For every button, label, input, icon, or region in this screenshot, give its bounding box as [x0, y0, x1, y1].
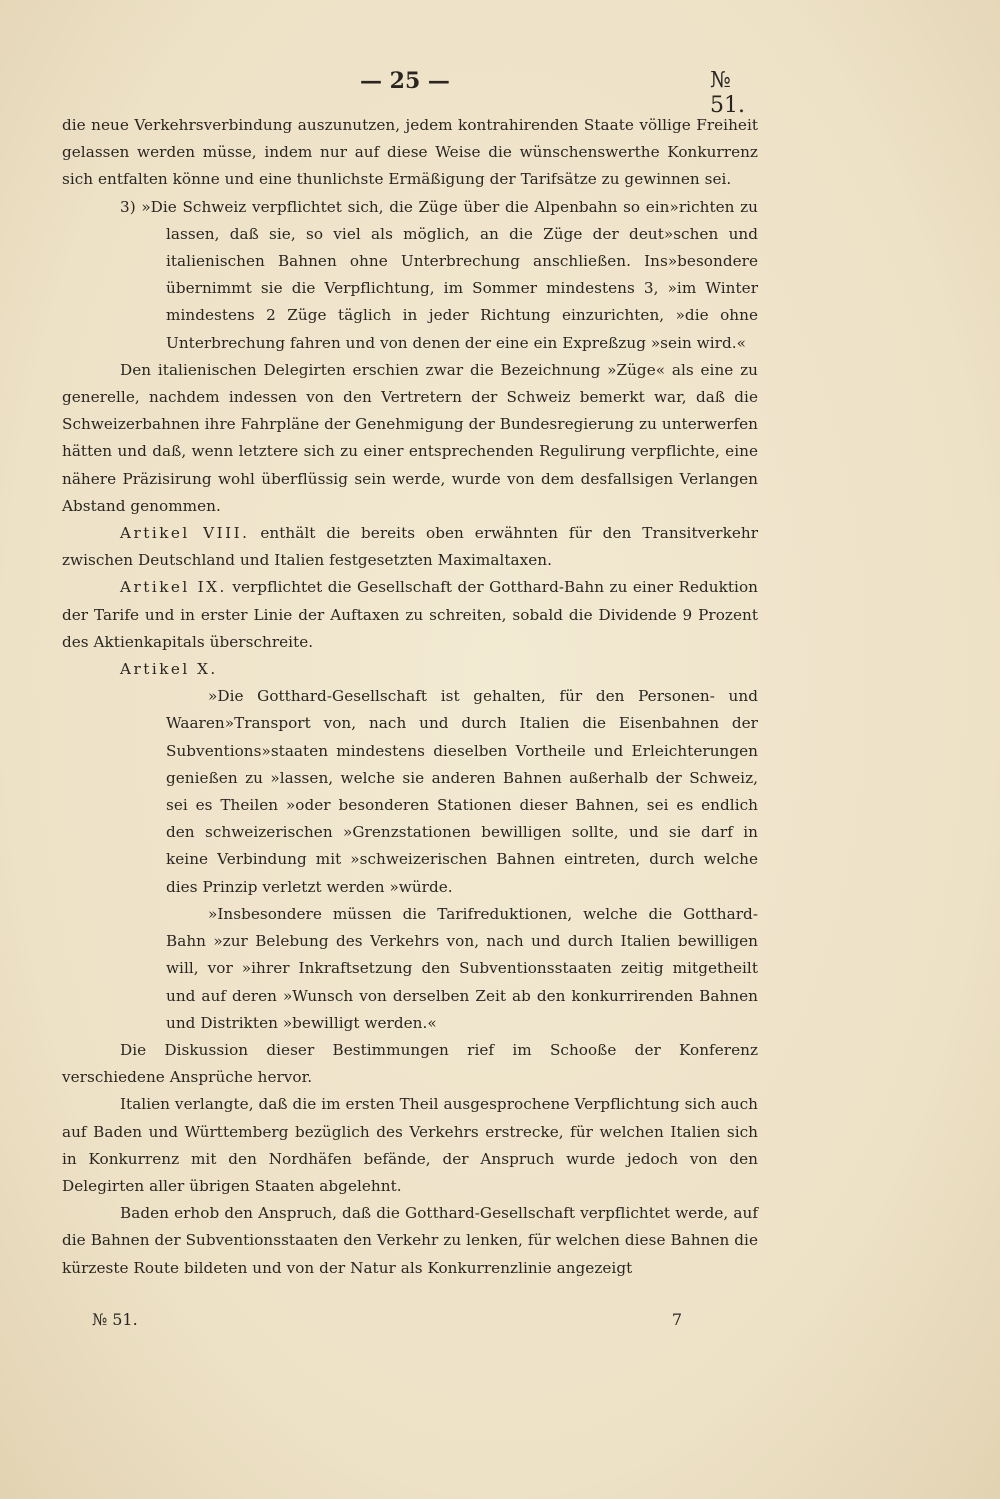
quoted-clause: 3) »Die Schweiz verpflichtet sich, die Züge über die Alpenbahn so ein»richten zu lassen, daß sie, so viel als möglich, an die Züge der deut»schen und italienischen Bahnen ohne Unterbrechung anschließen. Ins»besondere übernimmt sie die Verpflichtung, im Sommer mindestens 3, »im Winter mindestens 2 Züge täglich in jeder Richtung einzurichten, »die ohne Unterbrechung fahren und von denen der eine ein Expreßzug »sein wird.« — [120, 197, 758, 352]
article-text: enthält die bereits oben erwähnten für den Transitverkehr zwischen Deutschland und Italien festgesetzten Maximaltaxen. — [62, 524, 759, 570]
quoted-clause: »Insbesondere müssen die Tarifreduktionen, welche die Gotthard-Bahn »zur Belebung des Verkehrs von, nach und durch Italien bewilligen will, vor »ihrer Inkraftsetzung den Subventionsstaaten zeitig mitgetheilt und auf deren »Wunsch von derselben Zeit ab den konkurrirenden Bahnen und Distrikten »bewilligt werden.« — [166, 904, 758, 1032]
quoted-clause: »Die Gotthard-Gesellschaft ist gehalten, für den Personen- und Waaren»Transport von, nach und durch Italien die Eisenbahnen der Subventions»staaten mindestens dieselben Vortheile und Erleichterungen genießen zu »lassen, welche sie anderen Bahnen außerhalb der Schweiz, sei es Theilen »oder besonderen Stationen dieser Bahnen, sei es endlich den schweizerischen »Grenzstationen bewilligen sollte, und sie darf in keine Verbindung mit »schweizerischen Bahnen eintreten, durch welche dies Prinzip verletzt werden »würde. — [166, 687, 758, 896]
paragraph — [62, 574, 758, 656]
paragraph: die neue Verkehrsverbindung auszunutzen, jedem kontrahirenden Staate völlige Freiheit gelassen werden müsse, indem nur auf diese Weise die wünschenswerthe Konkurrenz sich entfalten könne und eine thunlichste Ermäßigung der Tarifsätze zu gewinnen sei. — [62, 116, 758, 189]
page-number: — 25 — — [360, 68, 450, 94]
paragraph: Baden erhob den Anspruch, daß die Gotthard-Gesellschaft verpflichtet werde, auf die Bahnen der Subventionsstaaten den Verkehr zu lenken, für welchen diese Bahnen die kürzeste Route bildeten und von der Natur als Konkurrenzlinie angezeigt — [62, 1204, 758, 1277]
article-label: Artikel X. — [120, 660, 218, 679]
article-text: verpflichtet die Gesellschaft der Gotthard-Bahn zu einer Reduktion der Tarife und in erster Linie der Auftaxen zu schreiten, sobald die Dividende 9 Prozent des Aktienkapitals überschreite. — [62, 578, 758, 651]
paragraph: Die Diskussion dieser Bestimmungen rief im Schooße der Konferenz verschiedene Ansprüche hervor. — [62, 1040, 758, 1087]
issue-number: № 51. — [710, 68, 745, 118]
paragraph — [62, 656, 758, 683]
footer-issue: № 51. — [92, 1310, 138, 1329]
paragraph: Den italienischen Delegirten erschien zwar die Bezeichnung »Züge« als eine zu generelle, nachdem indessen von den Vertretern der Schweiz bemerkt war, daß die Schweizerbahnen ihre Fahrpläne der Genehmigung der Bundesregierung zu unterwerfen hätten und daß, wenn letztere sich zu einer entsprechenden Regulirung verpflichte, eine nähere Präzisirung wohl überflüssig sein werde, wurde von dem desfallsigen Verlangen Abstand genommen. — [62, 360, 758, 515]
paragraph: Italien verlangte, daß die im ersten Theil ausgesprochene Verpflichtung sich auch auf Baden und Württemberg bezüglich des Verkehrs erstrecke, für welchen Italien sich in Konkurrenz mit den Nordhäfen befände, der Anspruch wurde jedoch von den Delegirten aller übrigen Staaten abgelehnt. — [62, 1095, 758, 1195]
sheet-number: 7 — [671, 1310, 682, 1329]
page-footer — [92, 1310, 682, 1329]
article-label: Artikel IX. — [120, 578, 227, 597]
article-label: Artikel VIII. — [120, 524, 250, 543]
paragraph — [62, 520, 758, 574]
body-text — [62, 112, 758, 1282]
